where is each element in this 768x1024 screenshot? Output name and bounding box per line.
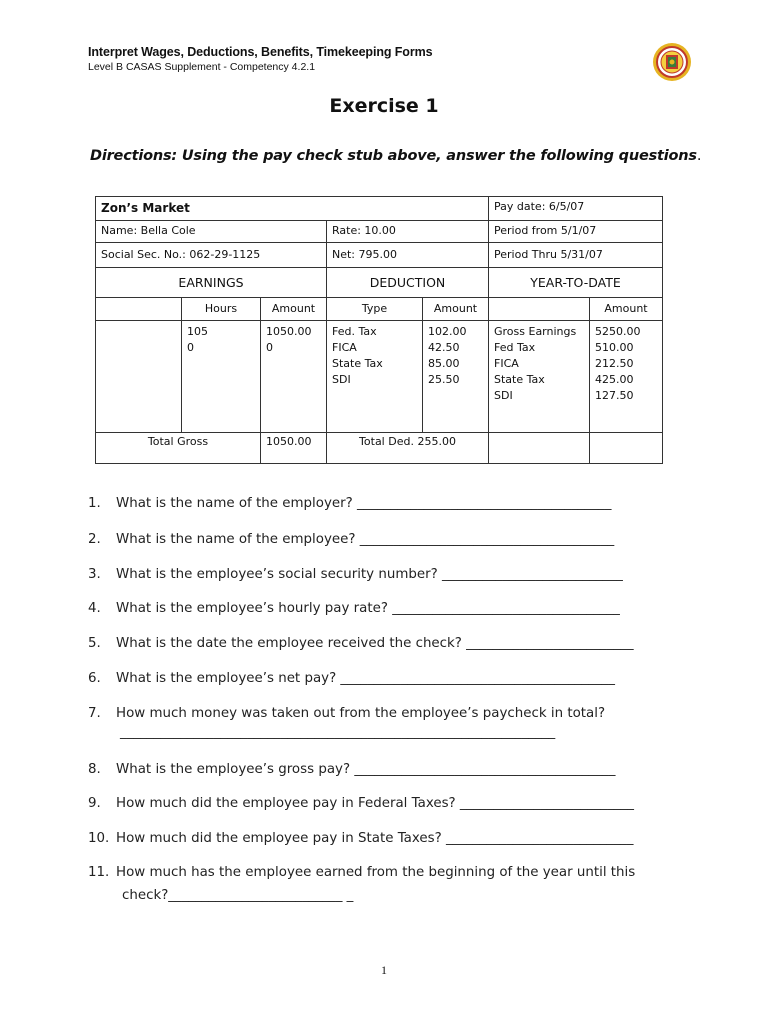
question-number: 10. [88,831,110,846]
ytd-total-value-cell [589,432,663,464]
employer-name: Zon’s Market [101,201,190,215]
type-col-header [326,297,423,321]
directions-period: . [696,148,702,164]
blank-col-header [95,297,182,321]
ssn-cell [95,242,327,268]
total-deduction: Total Ded. 255.00 [359,435,456,448]
ytd-amount: 5250.00 [595,325,641,338]
total-gross-value-cell [260,432,327,464]
question-number: 1. [88,496,101,511]
rate-cell [326,220,489,243]
directions-main: Directions: Using the pay check stub above, answer the following questions [90,148,697,164]
ytd-amount: 212.50 [595,357,634,370]
ytd-label: Fed Tax [494,341,536,354]
period-thru-cell [488,242,663,268]
deduction-amount: 102.00 [428,325,467,338]
earn-amount-line: 0 [266,341,273,354]
earn-amount-values [266,324,312,356]
earn-amount-col-header [260,297,327,321]
ytd-amount-values [595,324,641,404]
pay-date: Pay date: 6/5/07 [494,200,585,213]
period-from: Period from 5/1/07 [494,224,597,237]
question-number: 7. [88,706,101,721]
net-cell [326,242,489,268]
seal-logo-icon [652,42,692,82]
exercise-title: Exercise 1 [329,95,439,117]
ytd-label-col-header [488,297,590,321]
deduction-amount: 25.50 [428,373,460,386]
question-number: 6. [88,671,101,686]
deduction-header-cell [326,267,489,298]
question-text: How much has the employee earned from the beginning of the year until this [116,865,636,880]
question-text: How much money was taken out from the employee’s paycheck in total? [116,706,606,721]
pay-rate: Rate: 10.00 [332,224,396,237]
total-gross-label-cell [95,432,261,464]
question-number: 9. [88,796,101,811]
ytd-label-values [494,324,576,404]
social-security-number: Social Sec. No.: 062-29-1125 [101,248,261,261]
earn-amount-label: Amount [271,302,316,315]
ded-amount-label: Amount [433,302,478,315]
question-answer-line: _________________________________________________________________ [120,725,556,740]
question-number: 2. [88,532,101,547]
ytd-total-label-cell [488,432,590,464]
pay-check-stub [95,196,663,464]
pay-date-cell [488,196,663,221]
deduction-type: FICA [332,341,357,354]
deduction-amount: 85.00 [428,357,460,370]
ytd-label: FICA [494,357,519,370]
employee-name-cell [95,220,327,243]
ytd-label-body-cell [488,320,590,433]
question-text: What is the employee’s gross pay? _______________________________________ [116,762,616,777]
ded-amount-col-header [422,297,489,321]
ytd-amount-col-header [589,297,663,321]
question-number: 5. [88,636,101,651]
question-text: What is the date the employee received the check? _________________________ [116,636,634,651]
question-text: What is the name of the employee? ______________________________________ [116,532,615,547]
ytd-label: SDI [494,389,513,402]
hours-body-cell [181,320,261,433]
question-text: What is the employee’s net pay? _________________________________________ [116,671,615,686]
deduction-type: State Tax [332,357,383,370]
total-deduction-cell [326,432,489,464]
question-number: 8. [88,762,101,777]
question-text: How much did the employee pay in State Taxes? ____________________________ [116,831,634,846]
hours-values [187,324,208,356]
net-pay: Net: 795.00 [332,248,398,261]
earn-amount-body-cell [260,320,327,433]
period-thru: Period Thru 5/31/07 [494,248,603,261]
ytd-amount: 425.00 [595,373,634,386]
employer-cell [95,196,489,221]
hours-label: Hours [204,302,238,315]
deduction-header: DEDUCTION [369,275,446,290]
document-header-subtitle: Level B CASAS Supplement - Competency 4.2.1 [88,61,316,73]
question-text: What is the employee’s hourly pay rate? __________________________________ [116,601,620,616]
type-label: Type [361,302,388,315]
total-gross-label: Total Gross [147,435,209,448]
ytd-label: Gross Earnings [494,325,577,338]
deduction-type: Fed. Tax [332,325,377,338]
hours-line: 105 [187,325,208,338]
deduction-type-body-cell [326,320,423,433]
directions-text [90,148,701,164]
document-header-title: Interpret Wages, Deductions, Benefits, Timekeeping Forms [88,45,433,59]
question-text: How much did the employee pay in Federal Taxes? __________________________ [116,796,634,811]
question-number: 3. [88,567,101,582]
ytd-label: State Tax [494,373,545,386]
earn-amount-line: 1050.00 [266,325,312,338]
deduction-amount-body-cell [422,320,489,433]
hours-col-header [181,297,261,321]
ytd-amount-label: Amount [604,302,648,315]
ytd-header: YEAR-TO-DATE [530,275,621,290]
earnings-header-cell [95,267,327,298]
deduction-type: SDI [332,373,351,386]
ytd-amount: 127.50 [595,389,634,402]
employee-name: Name: Bella Cole [101,224,196,237]
question-text: What is the name of the employer? ______________________________________ [116,496,612,511]
ytd-amount-body-cell [589,320,663,433]
deduction-amount: 42.50 [428,341,460,354]
earnings-header: EARNINGS [178,275,244,290]
question-number: 11. [88,865,110,880]
question-answer-line: check?__________________________ _ [122,888,354,903]
period-from-cell [488,220,663,243]
blank-body-cell [95,320,182,433]
total-gross-value: 1050.00 [266,435,312,448]
page-number: 1 [381,963,387,977]
question-text: What is the employee’s social security number? ___________________________ [116,567,623,582]
hours-line: 0 [187,341,194,354]
question-number: 4. [88,601,101,616]
ytd-header-cell [488,267,663,298]
ytd-amount: 510.00 [595,341,634,354]
deduction-amount-values [428,324,467,388]
deduction-type-values [332,324,383,388]
